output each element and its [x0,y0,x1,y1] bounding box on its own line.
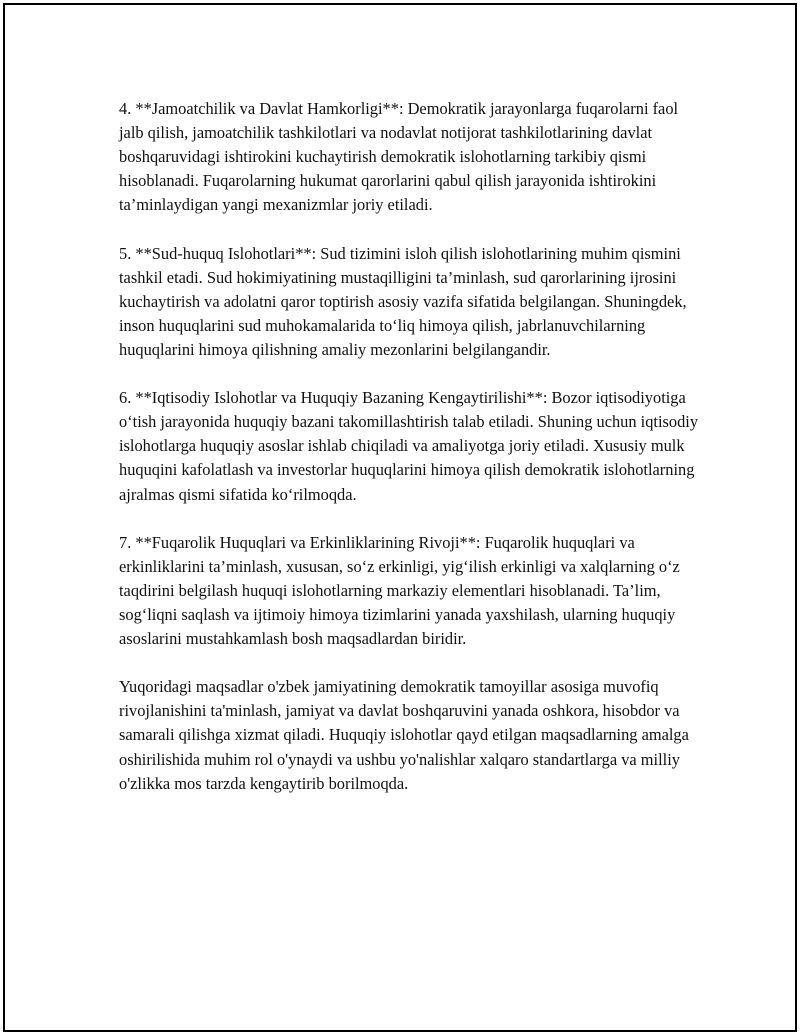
paragraph-economic-reforms: 6. **Iqtisodiy Islohotlar va Huquqiy Bazaning Kengaytirilishi**: Bozor iqtisodiyotiga o‘tish jarayonida huquqiy bazani takomillashtirish talab etiladi. Shuning uchun iqtisodiy islohotlarga huquqiy asoslar ishlab chiqiladi va amaliyotga joriy etiladi. Xususiy mulk huquqini kafolatlash va investorlar huquqlarini himoya qilish demokratik islohotlarning ajralmas qismi sifatida ko‘rilmoqda. [119,388,699,504]
page-frame [3,3,797,1032]
paragraph-civic-state-cooperation: 4. **Jamoatchilik va Davlat Hamkorligi**: Demokratik jarayonlarga fuqarolarni faol jalb qilish, jamoatchilik tashkilotlari va nodavlat notijorat tashkilotlarining davlat boshqaruvidagi ishtirokini kuchaytirish demokratik islohotlarning tarkibiy qismi hisoblanadi. Fuqarolarning hukumat qarorlarini qabul qilish jarayonida ishtirokini ta’minlaydigan yangi mexanizmlar joriy etiladi. [119,99,679,215]
paragraph-judicial-reforms: 5. **Sud-huquq Islohotlari**: Sud tizimini isloh qilish islohotlarining muhim qismini tashkil etadi. Sud hokimiyatining mustaqilligini ta’minlash, sud qarorlarining ijrosini kuchaytirish va adolatni qaror toptirish asosiy vazifa sifatida belgilangan. Shuningdek, inson huquqlarini sud muhokamalarida to‘liq himoya qilish, jabrlanuvchilarning huquqlarini himoya qilishning amaliy mezonlarini belgilangandir. [119,243,687,359]
paragraph-civil-rights: 7. **Fuqarolik Huquqlari va Erkinliklarining Rivoji**: Fuqarolik huquqlari va erkinliklarini ta’minlash, xususan, so‘z erkinligi, yig‘ilish erkinligi va xalqlarning o‘z taqdirini belgilash huquqi islohotlarning markaziy elementlari hisoblanadi. Ta’lim, sog‘liqni saqlash va ijtimoiy himoya tizimlarini yanada yaxshilash, ularning huquqiy asoslarini mustahkamlash bosh maqsadlardan biridir. [119,532,680,649]
paragraph-conclusion: Yuqoridagi maqsadlar o'zbek jamiyatining demokratik tamoyillar asosiga muvofiq rivojlanishini ta'minlash, jamiyat va davlat boshqaruvini yanada oshkora, hisobdor va samarali qilishga xizmat qiladi. Huquqiy islohotlar qayd etilgan maqsadlarning amalga oshirilishida muhim rol o'ynaydi va ushbu yo'nalishlar xalqaro standartlarga va milliy o'zlikka mos tarzda kengaytirib borilmoqda. [119,677,689,793]
document-body [119,97,699,820]
